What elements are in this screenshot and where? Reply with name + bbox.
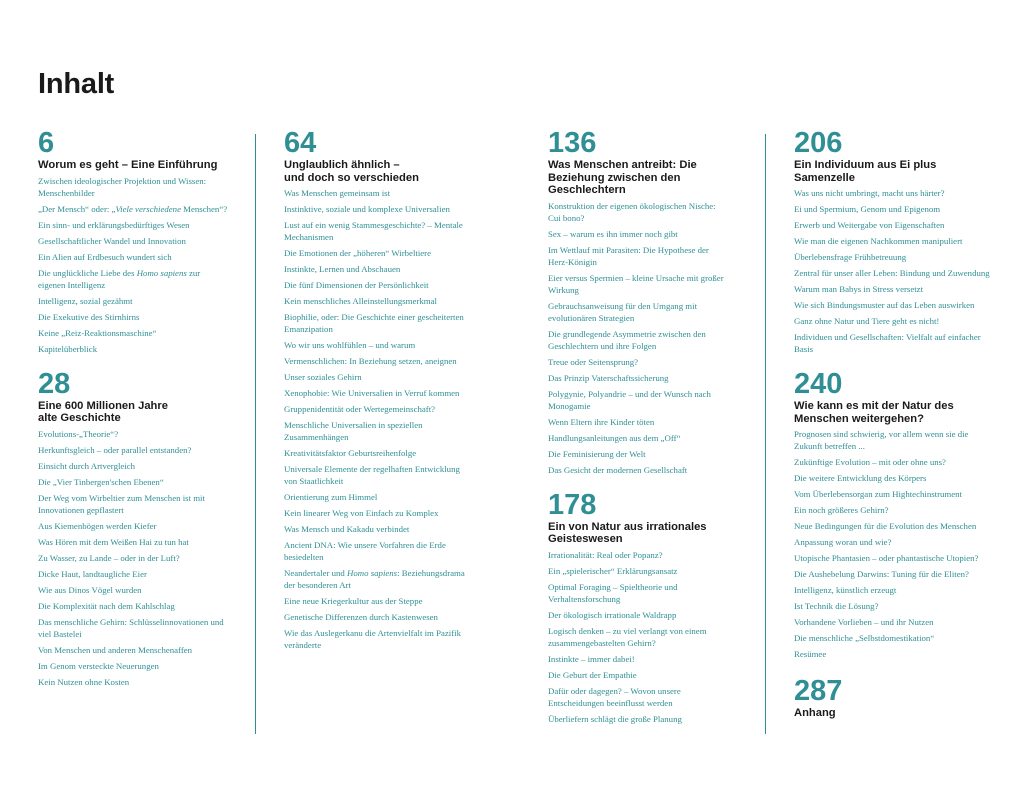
chapter-title[interactable]: Anhang <box>794 707 836 719</box>
toc-entry[interactable]: Ein Alien auf Erdbesuch wundert sich <box>38 251 172 262</box>
toc-entry[interactable]: Wie sich Bindungsmuster auf das Leben auswirken <box>794 300 975 310</box>
toc-entry[interactable]: Das Prinzip Vaterschaftssicherung <box>548 372 669 383</box>
toc-entry[interactable]: Erwerb und Weitergabe von Eigenschaften <box>794 220 945 230</box>
toc-entry[interactable]: Treue oder Seitensprung? <box>548 356 639 367</box>
toc-entry[interactable]: Ein sinn- und erklärungsbedürftiges Wesen <box>38 219 190 230</box>
toc-entry[interactable]: Xenophobie: Wie Universalien in Verruf kommen <box>284 388 460 398</box>
toc-chapter <box>284 128 472 651</box>
toc-entry[interactable]: Das menschliche Gehirn: Schlüsselinnovationen und viel Bastelei <box>38 616 224 639</box>
toc-entry[interactable]: Wie das Auslegerkanu die Artenvielfalt im Pazifik veränderte <box>284 628 461 650</box>
toc-entry[interactable]: Die grundlegende Asymmetrie zwischen den Geschlechtern und ihre Folgen <box>548 328 706 351</box>
toc-entry[interactable]: Neandertaler und Homo sapiens: Beziehungsdrama der besonderen Art <box>284 568 465 590</box>
toc-entry[interactable]: Kein linearer Weg von Einfach zu Komplex <box>284 508 439 518</box>
chapter-page-number[interactable]: 206 <box>794 127 843 159</box>
toc-entry[interactable]: Resümee <box>794 649 827 659</box>
column-divider <box>255 134 256 734</box>
toc-entry[interactable]: Was uns nicht umbringt, macht uns härter? <box>794 188 945 198</box>
toc-entry[interactable]: Unser soziales Gehirn <box>284 372 362 382</box>
chapter-page-number[interactable]: 178 <box>548 488 597 521</box>
toc-entry[interactable]: Im Wettlauf mit Parasiten: Die Hypothese der Herz-Königin <box>548 244 709 267</box>
toc-entry[interactable]: Polygynie, Polyandrie – und der Wunsch nach Monogamie <box>548 388 711 411</box>
chapter-page-number[interactable]: 64 <box>284 127 317 159</box>
toc-entry[interactable]: Instinktive, soziale und komplexe Universalien <box>284 204 450 214</box>
toc-entry[interactable]: Wenn Eltern ihre Kinder töten <box>548 416 655 427</box>
chapter-title[interactable]: Eine 600 Millionen Jahre alte Geschichte <box>38 399 168 424</box>
toc-entry[interactable]: Handlungsanleitungen aus dem „Off“ <box>548 432 681 443</box>
toc-chapter <box>38 369 228 688</box>
toc-entry[interactable]: Dicke Haut, landtaugliche Eier <box>38 568 147 579</box>
chapter-title[interactable]: Ein Individuum aus Ei plus Samenzelle <box>794 159 937 184</box>
column-divider <box>765 134 766 734</box>
toc-entry[interactable]: Zentral für unser aller Leben: Bindung und Zuwendung <box>794 268 990 278</box>
toc-entry[interactable]: Eine neue Kriegerkultur aus der Steppe <box>284 596 423 606</box>
toc-entry[interactable]: Ei und Spermium, Genom und Epigenom <box>794 204 941 214</box>
toc-entry[interactable]: Die menschliche „Selbstdomestikation“ <box>794 633 935 643</box>
toc-entry[interactable]: Eier versus Spermien – kleine Ursache mit großer Wirkung <box>548 272 724 295</box>
toc-entry[interactable]: Gebrauchsanweisung für den Umgang mit evolutionären Strategien <box>548 300 698 323</box>
toc-entry[interactable]: Der ökologisch irrationale Waldrapp <box>548 609 677 620</box>
toc-entry[interactable]: Universale Elemente der regelhaften Entwicklung von Staatlichkeit <box>284 464 460 486</box>
toc-entry[interactable]: Die Geburt der Empathie <box>548 669 637 680</box>
toc-entry[interactable]: Genetische Differenzen durch Kastenwesen <box>284 612 438 622</box>
toc-entry[interactable]: Wie man die eigenen Nachkommen manipuliert <box>794 236 963 246</box>
toc-entry[interactable]: Kreativitätsfaktor Geburtsreihenfolge <box>284 448 417 458</box>
toc-chapter <box>794 128 994 355</box>
toc-entry[interactable]: Die Emotionen der „höheren“ Wirbeltiere <box>284 248 432 258</box>
chapter-page-number[interactable]: 240 <box>794 368 843 400</box>
toc-entry[interactable]: Zu Wasser, zu Lande – oder in der Luft? <box>38 552 180 563</box>
toc-entry[interactable]: Vorhandene Vorlieben – und ihr Nutzen <box>794 617 934 627</box>
toc-column-2 <box>284 128 472 663</box>
toc-entry[interactable]: „Der Mensch“ oder: „Viele verschiedene Menschen“? <box>38 203 228 214</box>
chapter-title[interactable]: Was Menschen antreibt: Die Beziehung zwischen den Geschlechtern <box>548 159 697 196</box>
toc-entry[interactable]: Utopische Phantasien – oder phantastische Utopien? <box>794 553 979 563</box>
toc-entry[interactable]: Was Menschen gemeinsam ist <box>284 188 391 198</box>
toc-entry[interactable]: Die unglückliche Liebe des Homo sapiens zur eigenen Intelligenz <box>38 267 201 290</box>
toc-entry[interactable]: Wie aus Dinos Vögel wurden <box>38 584 142 595</box>
toc-entry[interactable]: Zukünftige Evolution – mit oder ohne uns? <box>794 457 946 467</box>
toc-entry[interactable]: Irrationalität: Real oder Popanz? <box>548 549 663 560</box>
toc-entry[interactable]: Überlebensfrage Frühbetreuung <box>794 252 907 262</box>
toc-entry[interactable]: Ganz ohne Natur und Tiere geht es nicht! <box>794 316 940 326</box>
chapter-title[interactable]: Wie kann es mit der Natur des Menschen weitergehen? <box>794 400 954 425</box>
toc-chapter <box>794 676 994 720</box>
page-title: Inhalt <box>38 68 115 100</box>
toc-entry[interactable]: Lust auf ein wenig Stammesgeschichte? – Mentale Mechanismen <box>284 220 463 242</box>
toc-entry[interactable]: Individuen und Gesellschaften: Vielfalt auf einfacher Basis <box>794 332 981 354</box>
toc-entry[interactable]: Ein noch größeres Gehirn? <box>794 505 889 515</box>
toc-entry[interactable]: Der Weg vom Wirbeltier zum Menschen ist mit Innovationen gepflastert <box>38 492 205 515</box>
chapter-page-number[interactable]: 136 <box>548 127 597 159</box>
toc-column-1 <box>38 128 228 700</box>
toc-entry[interactable]: Kein menschliches Alleinstellungsmerkmal <box>284 296 437 306</box>
toc-entry[interactable]: Die weitere Entwicklung des Körpers <box>794 473 927 483</box>
toc-entry[interactable]: Instinkte – immer dabei! <box>548 653 635 664</box>
toc-entry[interactable]: Im Genom versteckte Neuerungen <box>38 660 159 671</box>
toc-entry[interactable]: Vom Überlebensorgan zum Hightechinstrument <box>794 489 963 499</box>
toc-entry[interactable]: Vermenschlichen: In Beziehung setzen, aneignen <box>284 356 457 366</box>
toc-entry[interactable]: Instinkte, Lernen und Abschauen <box>284 264 401 274</box>
toc-entry[interactable]: Wo wir uns wohlfühlen – und warum <box>284 340 416 350</box>
toc-entry[interactable]: Das Gesicht der modernen Gesellschaft <box>548 464 688 475</box>
toc-entry[interactable]: Die Aushebelung Darwins: Tuning für die Eliten? <box>794 569 969 579</box>
toc-chapter <box>794 369 994 660</box>
toc-entry[interactable]: Kein Nutzen ohne Kosten <box>38 676 130 687</box>
toc-entry[interactable]: Logisch denken – zu viel verlangt von einem zusammengebastelten Gehirn? <box>548 625 707 648</box>
toc-entry[interactable]: Ancient DNA: Wie unsere Vorfahren die Erde besiedelten <box>284 540 446 562</box>
chapter-page-number[interactable]: 287 <box>794 675 843 707</box>
toc-entry[interactable]: Was Mensch und Kakadu verbindet <box>284 524 410 534</box>
toc-entry[interactable]: Sex – warum es ihn immer noch gibt <box>548 228 678 239</box>
chapter-page-number[interactable]: 6 <box>38 127 55 159</box>
toc-entry[interactable]: Von Menschen und anderen Menschenaffen <box>38 644 193 655</box>
toc-entry[interactable]: Evolutions-„Theorie“? <box>38 428 119 439</box>
toc-entry[interactable]: Kapitelüberblick <box>38 343 98 354</box>
toc-entry[interactable]: Intelligenz, sozial gezähmt <box>38 295 133 306</box>
toc-entry[interactable]: Intelligenz, künstlich erzeugt <box>794 585 897 595</box>
chapter-title[interactable]: Unglaublich ähnlich – und doch so verschieden <box>284 159 419 184</box>
toc-entry[interactable]: Keine „Reiz-Reaktionsmaschine“ <box>38 327 157 338</box>
toc-entry[interactable]: Ein „spielerischer“ Erklärungsansatz <box>548 565 678 576</box>
toc-entry[interactable]: Zwischen ideologischer Projektion und Wissen: Menschenbilder <box>38 175 207 198</box>
toc-entry[interactable]: Gruppenidentität oder Wertegemeinschaft? <box>284 404 436 414</box>
chapter-title[interactable]: Worum es geht – Eine Einführung <box>38 159 218 171</box>
toc-entry[interactable]: Menschliche Universalien in speziellen Zusammenhängen <box>284 420 423 442</box>
toc-entry[interactable]: Biophilie, oder: Die Geschichte einer gescheiterten Emanzipation <box>284 312 464 334</box>
toc-entry[interactable]: Die „Vier Tinbergen'schen Ebenen“ <box>38 476 164 487</box>
toc-entry[interactable]: Was Hören mit dem Weißen Hai zu tun hat <box>38 536 189 547</box>
toc-entry[interactable]: Die Komplexität nach dem Kahlschlag <box>38 600 175 611</box>
toc-entry[interactable]: Neue Bedingungen für die Evolution des Menschen <box>794 521 977 531</box>
toc-entry[interactable]: Anpassung woran und wie? <box>794 537 892 547</box>
toc-chapter <box>548 490 728 725</box>
chapter-title[interactable]: Ein von Natur aus irrationales Geisteswesen <box>548 520 707 545</box>
toc-entry[interactable]: Einsicht durch Artvergleich <box>38 460 136 471</box>
toc-entry[interactable]: Aus Kiemenbögen werden Kiefer <box>38 520 157 531</box>
toc-entry[interactable]: Die Exekutive des Stirnhirns <box>38 311 140 322</box>
toc-entry[interactable]: Prognosen sind schwierig, vor allem wenn sie die Zukunft betreffen ... <box>794 429 969 451</box>
toc-entry[interactable]: Die fünf Dimensionen der Persönlichkeit <box>284 280 429 290</box>
toc-entry[interactable]: Konstruktion der eigenen ökologischen Nische: Cui bono? <box>548 200 716 223</box>
toc-entry[interactable]: Überliefern schlägt die große Planung <box>548 713 682 724</box>
toc-entry[interactable]: Ist Technik die Lösung? <box>794 601 879 611</box>
toc-column-3 <box>548 128 728 737</box>
toc-entry[interactable]: Orientierung zum Himmel <box>284 492 378 502</box>
toc-chapter <box>38 128 228 355</box>
toc-entry[interactable]: Herkunftsgleich – oder parallel entstanden? <box>38 444 192 455</box>
toc-entry[interactable]: Gesellschaftlicher Wandel und Innovation <box>38 235 186 246</box>
chapter-page-number[interactable]: 28 <box>38 367 71 400</box>
toc-entry[interactable]: Optimal Foraging – Spieltheorie und Verhaltensforschung <box>548 581 678 604</box>
toc-column-4 <box>794 128 994 732</box>
toc-entry[interactable]: Dafür oder dagegen? – Wovon unsere Entscheidungen beeinflusst werden <box>548 685 681 708</box>
toc-entry[interactable]: Die Feminisierung der Welt <box>548 448 646 459</box>
toc-chapter <box>548 128 728 476</box>
toc-entry[interactable]: Warum man Babys in Stress versetzt <box>794 284 924 294</box>
